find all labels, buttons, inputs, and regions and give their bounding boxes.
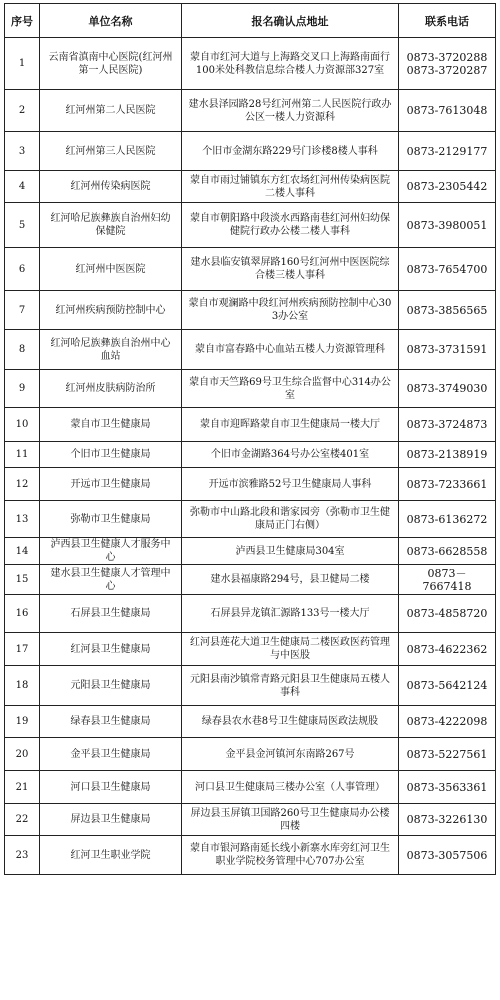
contact-phone: [399, 203, 496, 248]
registration-address: 蒙自市红河大道与上海路交叉口上海路南面行100米处科教信息综合楼人力资源部327室: [182, 38, 399, 90]
unit-name: 开远市卫生健康局: [40, 468, 182, 501]
row-index: 1: [5, 38, 40, 90]
registration-address: 红河县莲花大道卫生健康局二楼医政医药管理与中医股: [182, 633, 399, 666]
unit-name: 河口县卫生健康局: [40, 771, 182, 804]
row-index: 3: [5, 132, 40, 171]
phone-number: 0873-7233661: [406, 477, 488, 491]
phone-number: 0873-7654700: [406, 262, 488, 276]
registration-address: 泸西县卫生健康局304室: [182, 538, 399, 565]
table-row: [5, 442, 496, 468]
registration-address: 蒙自市银河路南延长线小新寨水库旁红河卫生职业学院校务管理中心707办公室: [182, 836, 399, 875]
contact-phone: [399, 248, 496, 291]
unit-name: 建水县卫生健康人才管理中心: [40, 565, 182, 595]
phone-number: 0873-2138919: [406, 448, 488, 461]
row-index: 7: [5, 291, 40, 330]
unit-name: 屏边县卫生健康局: [40, 804, 182, 836]
table-row: [5, 38, 496, 90]
header-index: 序号: [5, 4, 40, 38]
registration-address: 河口县卫生健康局三楼办公室（人事管理）: [182, 771, 399, 804]
table-row: [5, 666, 496, 706]
unit-name: 泸西县卫生健康人才服务中心: [40, 538, 182, 565]
unit-name: 红河州第二人民医院: [40, 90, 182, 132]
table-row: [5, 538, 496, 565]
unit-name: 红河州传染病医院: [40, 171, 182, 203]
contact-phone: [399, 291, 496, 330]
unit-name: 绿春县卫生健康局: [40, 706, 182, 738]
registration-address: 建水县临安镇翠屏路160号红河州中医医院综合楼三楼人事科: [182, 248, 399, 291]
registration-sites-table-container: [4, 3, 495, 875]
header-unit-name: 单位名称: [40, 4, 182, 38]
table-row: [5, 330, 496, 370]
table-row: [5, 771, 496, 804]
phone-number: 0873-4222098: [406, 715, 488, 728]
phone-number: 0873-6136272: [406, 512, 488, 526]
table-row: [5, 706, 496, 738]
contact-phone: [399, 90, 496, 132]
contact-phone: [399, 38, 496, 90]
row-index: 12: [5, 468, 40, 501]
registration-sites-table: [4, 3, 496, 875]
unit-name: 红河州皮肤病防治所: [40, 370, 182, 408]
phone-number: 7667418: [422, 579, 472, 593]
row-index: 22: [5, 804, 40, 836]
row-index: 23: [5, 836, 40, 875]
unit-name: 红河哈尼族彝族自治州中心血站: [40, 330, 182, 370]
row-index: 17: [5, 633, 40, 666]
registration-address: 建水县福康路294号，县卫健局二楼: [182, 565, 399, 595]
row-index: 10: [5, 408, 40, 442]
registration-address: 蒙自市富春路中心血站五楼人力资源管理科: [182, 330, 399, 370]
contact-phone: [399, 706, 496, 738]
table-row: [5, 408, 496, 442]
row-index: 13: [5, 501, 40, 538]
registration-address: 蒙自市迎晖路蒙自市卫生健康局一楼大厅: [182, 408, 399, 442]
phone-number: 0873-3720288: [406, 50, 488, 64]
table-row: [5, 291, 496, 330]
table-row: [5, 633, 496, 666]
table-row: [5, 738, 496, 771]
row-index: 2: [5, 90, 40, 132]
table-row: [5, 370, 496, 408]
unit-name: 红河哈尼族彝族自治州妇幼保健院: [40, 203, 182, 248]
row-index: 6: [5, 248, 40, 291]
row-index: 19: [5, 706, 40, 738]
table-row: [5, 804, 496, 836]
contact-phone: [399, 836, 496, 875]
registration-address: 个旧市金湖东路229号门诊楼8楼人事科: [182, 132, 399, 171]
phone-number: 0873-3980051: [406, 218, 488, 232]
table-row: [5, 171, 496, 203]
contact-phone: [399, 538, 496, 565]
unit-name: 蒙自市卫生健康局: [40, 408, 182, 442]
unit-name: 个旧市卫生健康局: [40, 442, 182, 468]
row-index: 21: [5, 771, 40, 804]
table-row: [5, 248, 496, 291]
registration-address: 蒙自市雨过铺镇东方红农场红河州传染病医院二楼人事科: [182, 171, 399, 203]
unit-name: 红河州中医医院: [40, 248, 182, 291]
contact-phone: [399, 370, 496, 408]
registration-address: 绿春县农水巷8号卫生健康局医政法规股: [182, 706, 399, 738]
registration-address: 元阳县南沙镇常青路元阳县卫生健康局五楼人事科: [182, 666, 399, 706]
phone-number: 0873-4858720: [406, 607, 488, 620]
registration-address: 蒙自市朝阳路中段淡水西路南巷红河州妇幼保健院行政办公楼二楼人事科: [182, 203, 399, 248]
row-index: 11: [5, 442, 40, 468]
registration-address: 石屏县异龙镇汇源路133号一楼大厅: [182, 595, 399, 633]
header-address: 报名确认点地址: [182, 4, 399, 38]
unit-name: 红河县卫生健康局: [40, 633, 182, 666]
phone-number: 0873-3724873: [406, 418, 488, 431]
phone-number: 0873-3720287: [406, 63, 488, 77]
contact-phone: [399, 442, 496, 468]
phone-number: 0873-4622362: [406, 642, 488, 656]
table-row: [5, 132, 496, 171]
phone-number: 0873-3057506: [406, 848, 488, 862]
unit-name: 云南省滇南中心医院(红河州第一人民医院): [40, 38, 182, 90]
unit-name: 红河州第三人民医院: [40, 132, 182, 171]
phone-number: 0873-3563361: [406, 780, 488, 794]
phone-number: 0873-2305442: [406, 180, 488, 193]
contact-phone: [399, 633, 496, 666]
table-header: [5, 4, 496, 38]
unit-name: 金平县卫生健康局: [40, 738, 182, 771]
row-index: 9: [5, 370, 40, 408]
contact-phone: [399, 595, 496, 633]
phone-number: 0873－: [427, 566, 467, 580]
contact-phone: [399, 666, 496, 706]
registration-address: 蒙自市观澜路中段红河州疾病预防控制中心303办公室: [182, 291, 399, 330]
table-row: [5, 565, 496, 595]
registration-address: 个旧市金湖路364号办公室楼401室: [182, 442, 399, 468]
contact-phone: [399, 738, 496, 771]
header-row: [5, 4, 496, 38]
contact-phone: [399, 804, 496, 836]
phone-number: 0873-3731591: [406, 343, 488, 356]
contact-phone: [399, 771, 496, 804]
table-row: [5, 836, 496, 875]
phone-number: 0873-7613048: [406, 104, 488, 117]
unit-name: 元阳县卫生健康局: [40, 666, 182, 706]
contact-phone: [399, 408, 496, 442]
row-index: 18: [5, 666, 40, 706]
row-index: 8: [5, 330, 40, 370]
phone-number: 0873-2129177: [406, 144, 488, 158]
table-row: [5, 468, 496, 501]
registration-address: 蒙自市天竺路69号卫生综合监督中心314办公室: [182, 370, 399, 408]
phone-number: 0873-6628558: [406, 544, 488, 558]
unit-name: 红河卫生职业学院: [40, 836, 182, 875]
phone-number: 0873-5227561: [406, 747, 488, 761]
contact-phone: [399, 468, 496, 501]
registration-address: 建水县泽园路28号红河州第二人民医院行政办公区一楼人力资源科: [182, 90, 399, 132]
table-row: [5, 203, 496, 248]
phone-number: 0873-3226130: [406, 813, 488, 826]
header-phone: 联系电话: [399, 4, 496, 38]
contact-phone: [399, 330, 496, 370]
contact-phone: [399, 501, 496, 538]
registration-address: 金平县金河镇河东南路267号: [182, 738, 399, 771]
contact-phone: [399, 565, 496, 595]
table-row: [5, 90, 496, 132]
unit-name: 红河州疾病预防控制中心: [40, 291, 182, 330]
row-index: 20: [5, 738, 40, 771]
row-index: 16: [5, 595, 40, 633]
phone-number: 0873-5642124: [406, 679, 488, 692]
row-index: 4: [5, 171, 40, 203]
registration-address: 弥勒市中山路北段和谐家园旁（弥勒市卫生健康局正门右侧）: [182, 501, 399, 538]
unit-name: 弥勒市卫生健康局: [40, 501, 182, 538]
contact-phone: [399, 171, 496, 203]
row-index: 14: [5, 538, 40, 565]
table-row: [5, 501, 496, 538]
table-row: [5, 595, 496, 633]
contact-phone: [399, 132, 496, 171]
registration-address: 开远市滨雅路52号卫生健康局人事科: [182, 468, 399, 501]
phone-number: 0873-3749030: [406, 382, 488, 395]
unit-name: 石屏县卫生健康局: [40, 595, 182, 633]
row-index: 5: [5, 203, 40, 248]
table-body: [5, 38, 496, 875]
phone-number: 0873-3856565: [406, 303, 488, 317]
row-index: 15: [5, 565, 40, 595]
registration-address: 屏边县玉屏镇卫国路260号卫生健康局办公楼四楼: [182, 804, 399, 836]
